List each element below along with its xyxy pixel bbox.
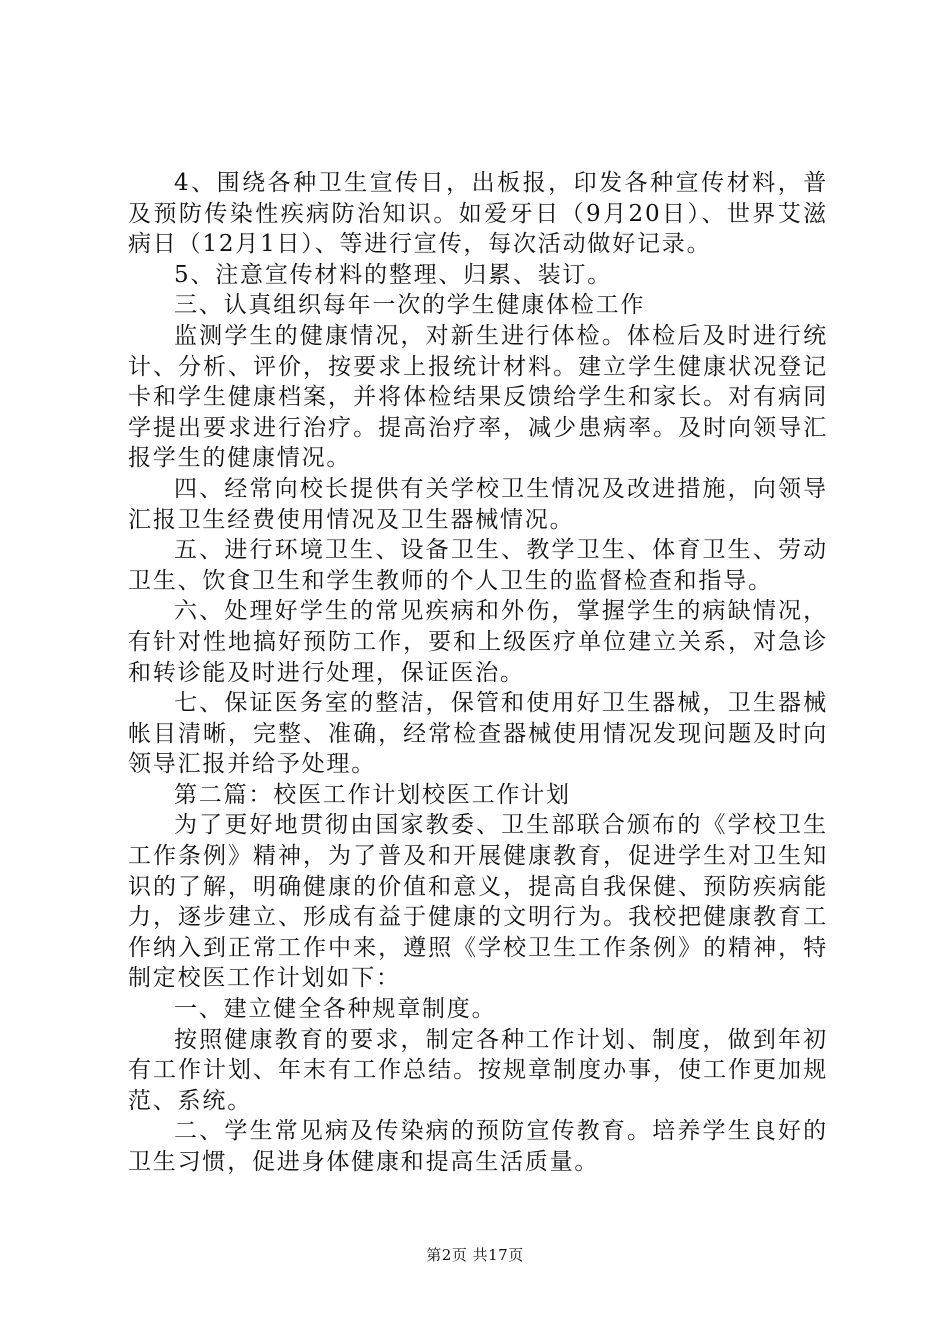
chapter-heading: 第二篇：校医工作计划校医工作计划 xyxy=(174,781,571,808)
document-body xyxy=(128,168,828,1178)
paragraph: 五、进行环境卫生、设备卫生、教学卫生、体育卫生、劳动卫生、饮食卫生和学生教师的个人卫生的监督检查和指导。 xyxy=(128,537,828,594)
paragraph: 四、经常向校长提供有关学校卫生情况及改进措施，向领导汇报卫生经费使用情况及卫生器械情况。 xyxy=(128,475,828,533)
paragraph: 监测学生的健康情况，对新生进行体检。体检后及时进行统计、分析、评价，按要求上报统计材料。建立学生健康状况登记卡和学生健康档案，并将体检结果反馈给学生和家长。对有病同学提出要求进行治疗。提高治疗率，减少患病率。及时向领导汇报学生的健康情况。 xyxy=(128,322,828,472)
page-number-footer: 第2页 共17页 xyxy=(426,1246,524,1264)
paragraph: 4、围绕各种卫生宣传日，出板报，印发各种宣传材料，普及预防传染性疾病防治知识。如爱牙日（9月20日）、世界艾滋病日（12月1日）、等进行宣传，每次活动做好记录。 xyxy=(128,170,828,258)
paragraph: 七、保证医务室的整洁，保管和使用好卫生器械，卫生器械帐目清晰，完整、准确，经常检查器械使用情况发现问题及时向领导汇报并给予处理。 xyxy=(128,690,828,778)
paragraph: 二、学生常见病及传染病的预防宣传教育。培养学生良好的卫生习惯，促进身体健康和提高生活质量。 xyxy=(128,1118,828,1175)
section-heading: 一、建立健全各种规章制度。 xyxy=(174,996,497,1023)
section-heading: 三、认真组织每年一次的学生健康体检工作 xyxy=(174,292,646,319)
paragraph: 六、处理好学生的常见疾病和外伤，掌握学生的病缺情况，有针对性地搞好预防工作，要和上级医疗单位建立关系，对急诊和转诊能及时进行处理，保证医治。 xyxy=(128,598,828,686)
paragraph: 为了更好地贯彻由国家教委、卫生部联合颁布的《学校卫生工作条例》精神，为了普及和开展健康教育，促进学生对卫生知识的了解，明确健康的价值和意义，提高自我保健、预防疾病能力，逐步建立、形成有益于健康的文明行为。我校把健康教育工作纳入到正常工作中来，遵照《学校卫生工作条例》的精神，特制定校医工作计划如下： xyxy=(128,812,828,992)
paragraph: 按照健康教育的要求，制定各种工作计划、制度，做到年初有工作计划、年末有工作总结。按规章制度办事，使工作更加规范、系统。 xyxy=(128,1026,828,1114)
paragraph: 5、注意宣传材料的整理、归累、装订。 xyxy=(174,261,613,288)
